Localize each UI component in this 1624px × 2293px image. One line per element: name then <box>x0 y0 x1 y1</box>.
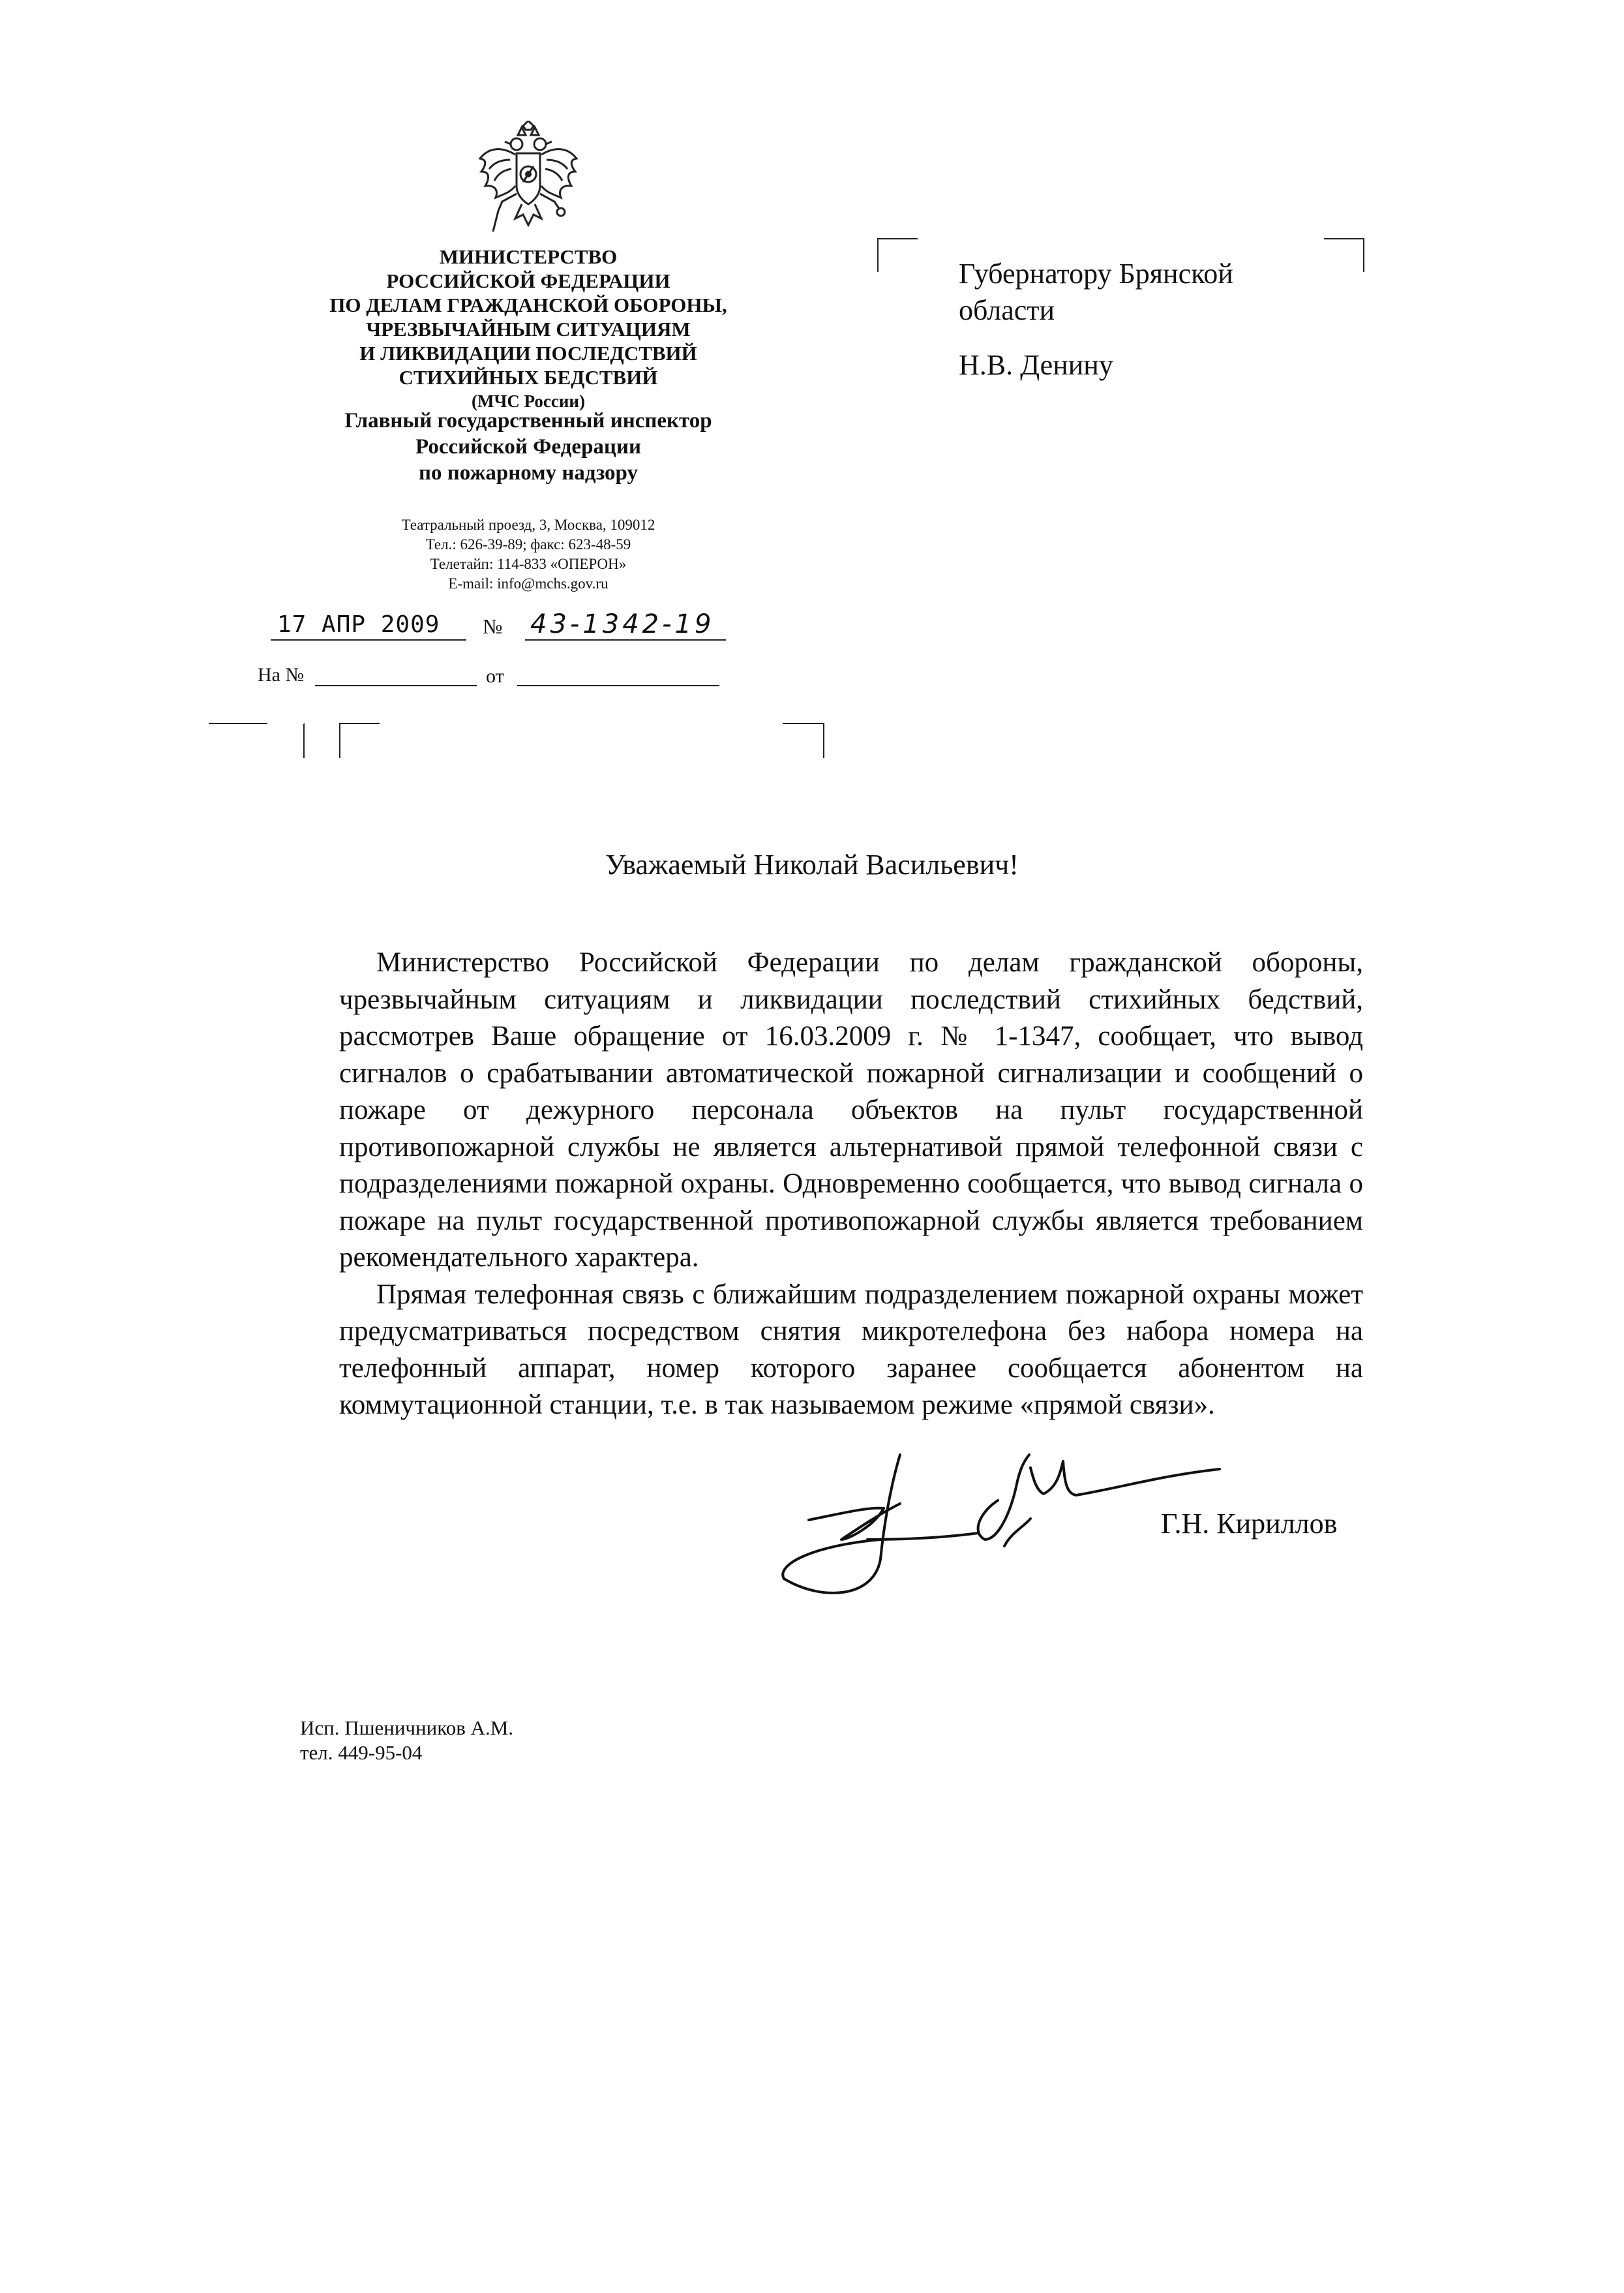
inspector-line: Главный государственный инспектор <box>344 409 712 433</box>
reference-number-blank <box>315 685 477 686</box>
registration-line <box>258 607 727 646</box>
bracket-bottom-right-end <box>783 723 824 758</box>
ministry-line: И ЛИКВИДАЦИИ ПОСЛЕДСТВИЙ <box>359 342 697 365</box>
registration-number: 43-1342-19 <box>525 609 726 641</box>
letter-body <box>339 945 1363 1424</box>
address-line: Театральный проезд, 3, Москва, 109012 <box>401 517 655 533</box>
reference-number-label: На № <box>258 664 305 686</box>
executor-name: Исп. Пшеничников А.М. <box>300 1716 514 1739</box>
ministry-header <box>287 245 770 414</box>
bracket-addressee-left <box>877 238 918 272</box>
addressee-region: области <box>959 294 1055 326</box>
inspector-line: по пожарному надзору <box>419 461 638 485</box>
ministry-line: МИНИСТЕРСТВО <box>439 245 618 268</box>
inspector-title <box>287 408 770 486</box>
phone-fax-line: Тел.: 626-39-89; факс: 623-48-59 <box>425 536 631 553</box>
ministry-line: СТИХИЙНЫХ БЕДСТВИЙ <box>398 366 658 389</box>
contact-details <box>287 515 770 594</box>
executor-phone: тел. 449-95-04 <box>300 1741 423 1764</box>
email-line: E-mail: info@mchs.gov.ru <box>448 575 609 592</box>
ministry-line: ЧРЕЗВЫЧАЙНЫМ СИТУАЦИЯМ <box>366 318 691 341</box>
ministry-line: РОССИЙСКОЙ ФЕДЕРАЦИИ <box>386 269 670 292</box>
ministry-line: ПО ДЕЛАМ ГРАЖДАНСКОЙ ОБОРОНЫ, <box>329 294 727 316</box>
letter-paragraph: Министерство Российской Федерации по делам гражданской обороны, чрезвычайным ситуациям и ликвидации последствий стихийных бедствий, рассмотрев Ваше обращение от 16.03.2009 г. № 1-1347, сообщает, что вывод сигналов о срабатывании автоматической пожарной сигнализации и сообщений о пожаре от дежурного персонала объектов на пульт государственной противопожарной службы не является альтернативой прямой телефонной связи с подразделениями пожарной охраны. Одновременно сообщается, что вывод сигнала о пожаре на пульт государственной противопожарной службы является требованием рекомендательного характера. <box>339 947 1363 1273</box>
reference-date-blank <box>517 685 719 686</box>
registration-number-label: № <box>483 615 503 638</box>
addressee-name: Н.В. Денину <box>959 349 1113 381</box>
bracket-bottom-right-start <box>339 723 380 758</box>
bracket-line-left <box>209 723 267 724</box>
reference-date-label: от <box>486 665 504 687</box>
teletype-line: Телетайп: 114-833 «ОПЕРОН» <box>430 556 627 572</box>
letter-paragraph: Прямая телефонная связь с ближайшим подразделением пожарной охраны может предусматриваться посредством снятия микротелефона без набора номера на телефонный аппарат, номер которого заранее сообщается абонентом на коммутационной станции, т.е. в так называемом режиме «прямой связи». <box>339 1279 1363 1420</box>
bracket-bottom-left <box>215 723 305 758</box>
signer-name: Г.Н. Кириллов <box>1161 1508 1338 1540</box>
addressee-spacer <box>959 329 1350 347</box>
registration-date-stamp: 17 АПР 2009 <box>271 611 466 641</box>
inspector-line: Российской Федерации <box>415 435 641 459</box>
addressee <box>959 256 1350 384</box>
executor-info <box>300 1716 513 1765</box>
ministry-abbreviation: (МЧС России) <box>472 391 585 411</box>
russian-coat-of-arms-icon <box>476 121 580 238</box>
reference-line <box>258 664 727 693</box>
letter-greeting: Уважаемый Николай Васильевич! <box>605 849 1019 881</box>
addressee-position: Губернатору Брянской <box>959 258 1233 290</box>
